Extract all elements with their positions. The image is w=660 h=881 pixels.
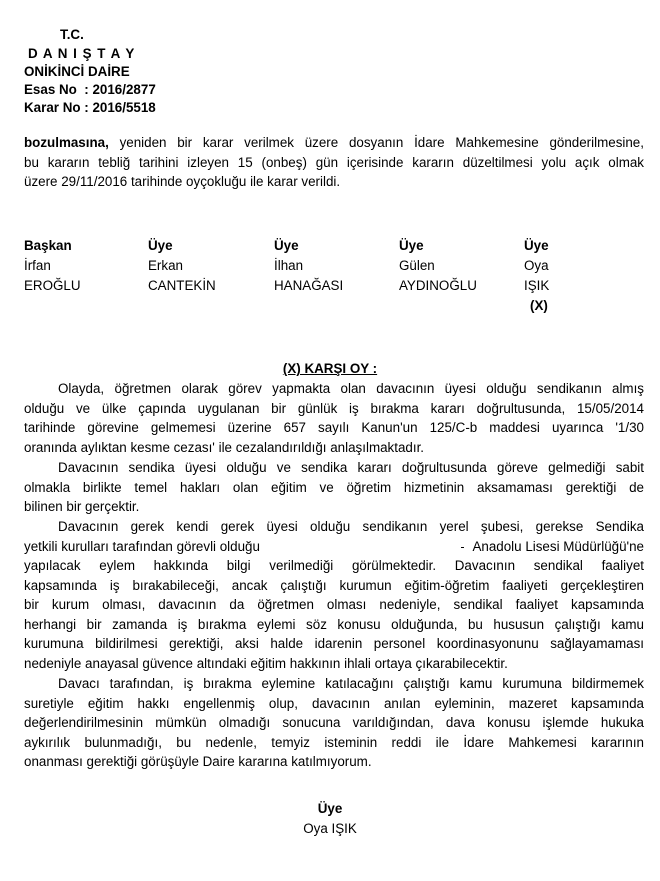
- dissent-mark: (X): [530, 298, 548, 313]
- members-header-row: [24, 236, 590, 256]
- header-esas-no: Esas No : 2016/2877: [24, 82, 156, 97]
- dissent-title: (X) KARŞI OY :: [282, 361, 378, 376]
- member-last-name-2: CANTEKİN: [148, 278, 216, 293]
- member-role-2: Üye: [148, 238, 173, 253]
- member-first-name-1: İrfan: [24, 258, 51, 273]
- intro-line-1: bozulmasına, yeniden bir karar verilmek üzere dosyanın İdare Mahkemesine gönderilmesine,: [24, 135, 644, 150]
- member-role-4: Üye: [399, 238, 424, 253]
- members-firstname-row: [24, 256, 590, 276]
- dissent-paragraph-1: Olayda, öğretmen olarak görev yapmakta olan davacının üyesi olduğu sendikanın almış olduğu ve ülke çapında uygulanan bir günlük iş bırakma kararı doğrultusunda, 15/05/2014 tarihinde görevine gelmemesi üzerine 657 sayılı Kanun'un 125/C-b maddesi uyarınca '1/30 oranında aylıktan kesme cezası' ile cezalandırıldığı anlaşılmaktadır.: [24, 381, 644, 455]
- member-last-name-3: HANAĞASI: [274, 278, 344, 293]
- members-lastname-row: [24, 276, 590, 296]
- member-last-name-4: AYDINOĞLU: [399, 278, 477, 293]
- dissent-p3-line-2: yetkili kurulları tarafından görevli olduğu Anadolu Lisesi Müdürlüğü'ne: [24, 537, 644, 557]
- member-role-5: Üye: [524, 238, 549, 253]
- member-first-name-4: Gülen: [399, 258, 435, 273]
- redacted-school-name: [322, 537, 472, 557]
- members-mark-row: [24, 296, 590, 316]
- member-first-name-2: Erkan: [148, 258, 183, 273]
- intro-bold-word: bozulmasına,: [24, 135, 109, 150]
- members-table: [24, 236, 590, 316]
- member-last-name-5: IŞIK: [524, 278, 550, 293]
- header-karar-no: Karar No : 2016/5518: [24, 100, 156, 115]
- signature-name: Oya IŞIK: [303, 821, 357, 836]
- header-tc: T.C.: [60, 27, 84, 42]
- intro-paragraph: [24, 133, 644, 192]
- dissent-paragraph-2: Davacının sendika üyesi olduğu ve sendika kararı doğrultusunda göreve gelmediği sabit olmakla birlikte temel hakları olan eğitim ve öğretim hizmetinin aksamaması gerektiği de bilinen bir gerçektir.: [24, 460, 644, 514]
- member-role-1: Başkan: [24, 238, 72, 253]
- intro-line-2: bu kararın tebliğ tarihini izleyen 15 (onbeş) gün içerisinde kararın düzeltilmesi yolu açık olmak: [24, 154, 644, 170]
- dissent-paragraph-4: Davacı tarafından, iş bırakma eylemine katılacağını çalıştığı kamu kurumuna bildirmemek suretiyle eğitim hakkı engellenmiş olup, davacının anılan eyleminin, mazeret kapsamında değerlendirilmesinin mümkün olmadığı sonucuna varıldığından, dava konusu işlemde hukuka aykırılık bulunmadığı, bu nedenle, temyiz isteminin reddi ile İdare Mahkemesi kararının onanması gerektiği görüşüyle Daire kararına katılmıyorum.: [24, 676, 644, 769]
- dissent-paragraph-3: Davacının gerek kendi gerek üyesi olduğu sendikanın yerel şubesi, gerekse Sendika yetkili kurulları tarafından görevli olduğu Anadolu Lisesi Müdürlüğü'ne yapılacak eylem hakkında bilgi verilmediği görülmektedir. Davacının sendikal faaliyet kapsamında iş bırakabileceği, ancak çalıştığı kurumun eğitim-öğretim faaliyeti gerçekleştiren bir kurum olması, davacının da öğretmen olması nedeniyle, sendikal faaliyet kapsamında herhangi bir zamanda iş bırakma eylemi söz konusu olduğunda, bu hususun çalıştığı kamu kurumuna bildirilmesi gerektiği, aksi halde idarenin personel koordinasyonunu sağlayamaması nedeniyle anayasal güvence altındaki eğitim hakkının ihlali ortaya çıkarabilecektir.: [24, 519, 644, 671]
- signature-role: Üye: [317, 801, 343, 816]
- header-daire: ONİKİNCİ DAİRE: [24, 64, 130, 79]
- intro-line-3: üzere 29/11/2016 tarihinde oyçokluğu ile karar verildi.: [24, 174, 341, 189]
- member-first-name-5: Oya: [524, 258, 549, 273]
- header-danistay: D A N I Ş T A Y: [28, 46, 136, 61]
- member-role-3: Üye: [274, 238, 299, 253]
- member-last-name-1: EROĞLU: [24, 278, 81, 293]
- member-first-name-3: İlhan: [274, 258, 304, 273]
